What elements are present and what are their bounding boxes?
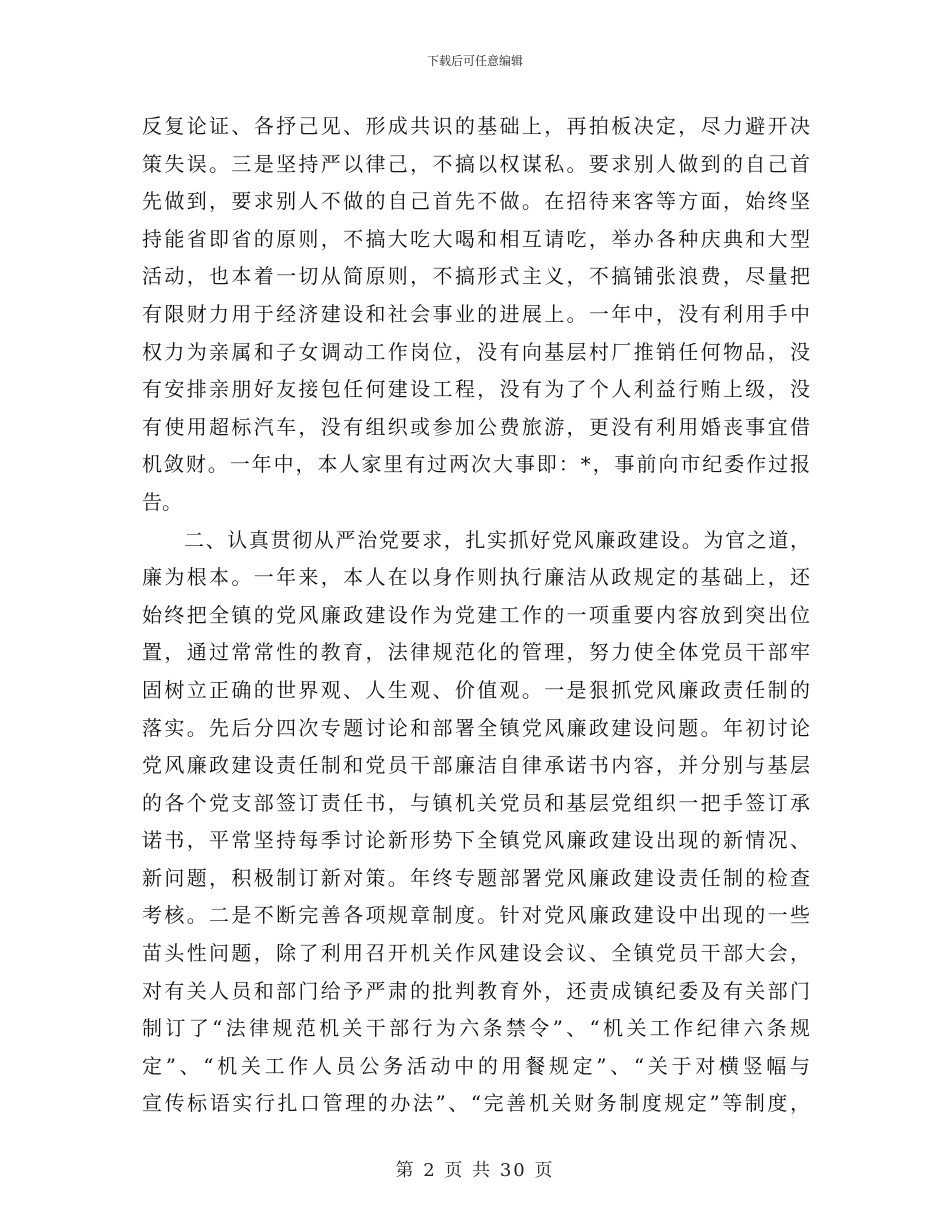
page-footer: 第 2 页 共 30 页	[395, 1160, 555, 1181]
text-line: 机敛财。一年中，本人家里有过两次大事即：*，事前向市纪委作过报	[142, 452, 810, 477]
text-line: 定”、“机关工作人员公务活动中的用餐规定”、“关于对横竖幅与	[142, 1053, 810, 1078]
text-line: 策失误。三是坚持严以律己，不搞以权谋私。要求别人做到的自己首	[142, 151, 810, 176]
paragraph	[142, 522, 810, 1124]
text-line: 党风廉政建设责任制和党员干部廉洁自律承诺书内容，并分别与基层	[142, 753, 810, 778]
text-line: 始终把全镇的党风廉政建设作为党建工作的一项重要内容放到突出位	[142, 602, 810, 627]
text-line: 告。	[142, 489, 182, 514]
text-line: 诺书，平常坚持每季讨论新形势下全镇党风廉政建设出现的新情况、	[142, 828, 810, 853]
text-line: 对有关人员和部门给予严肃的批判教育外，还责成镇纪委及有关部门	[142, 978, 810, 1003]
text-line: 置，通过常常性的教育，法律规范化的管理，努力使全体党员干部牢	[142, 640, 810, 665]
text-line: 新问题，积极制订新对策。年终专题部署党风廉政建设责任制的检查	[142, 865, 810, 890]
text-line: 反复论证、各抒己见、形成共识的基础上，再拍板决定，尽力避开决	[142, 114, 810, 138]
text-line: 制订了“法律规范机关干部行为六条禁令”、“机关工作纪律六条规	[142, 1016, 810, 1041]
text-line: 廉为根本。一年来，本人在以身作则执行廉洁从政规定的基础上，还	[142, 565, 810, 590]
text-line: 有安排亲朋好友接包任何建设工程，没有为了个人利益行贿上级，没	[142, 377, 810, 402]
paragraph	[142, 108, 810, 522]
text-line: 落实。先后分四次专题讨论和部署全镇党风廉政建设问题。年初讨论	[142, 715, 810, 740]
text-line: 宣传标语实行扎口管理的办法”、“完善机关财务制度规定”等制度，	[142, 1091, 810, 1116]
text-line: 二、认真贯彻从严治党要求，扎实抓好党风廉政建设。为官之道，	[184, 527, 810, 552]
text-line: 考核。二是不断完善各项规章制度。针对党风廉政建设中出现的一些	[142, 903, 810, 928]
text-line: 固树立正确的世界观、人生观、价值观。一是狠抓党风廉政责任制的	[142, 677, 810, 702]
text-line: 活动，也本着一切从简原则，不搞形式主义，不搞铺张浪费，尽量把	[142, 264, 810, 289]
text-line: 权力为亲属和子女调动工作岗位，没有向基层村厂推销任何物品，没	[142, 339, 810, 364]
text-line: 苗头性问题，除了利用召开机关作风建设会议、全镇党员干部大会，	[142, 941, 810, 966]
text-line: 先做到，要求别人不做的自己首先不做。在招待来客等方面，始终坚	[142, 189, 810, 214]
page-header: 下载后可任意编辑	[426, 54, 523, 68]
document-body	[142, 108, 810, 1123]
text-line: 有使用超标汽车，没有组织或参加公费旅游，更没有利用婚丧事宜借	[142, 414, 810, 439]
text-line: 的各个党支部签订责任书，与镇机关党员和基层党组织一把手签订承	[142, 790, 810, 815]
text-line: 有限财力用于经济建设和社会事业的进展上。一年中，没有利用手中	[142, 301, 810, 326]
text-line: 持能省即省的原则，不搞大吃大喝和相互请吃，举办各种庆典和大型	[142, 226, 810, 251]
